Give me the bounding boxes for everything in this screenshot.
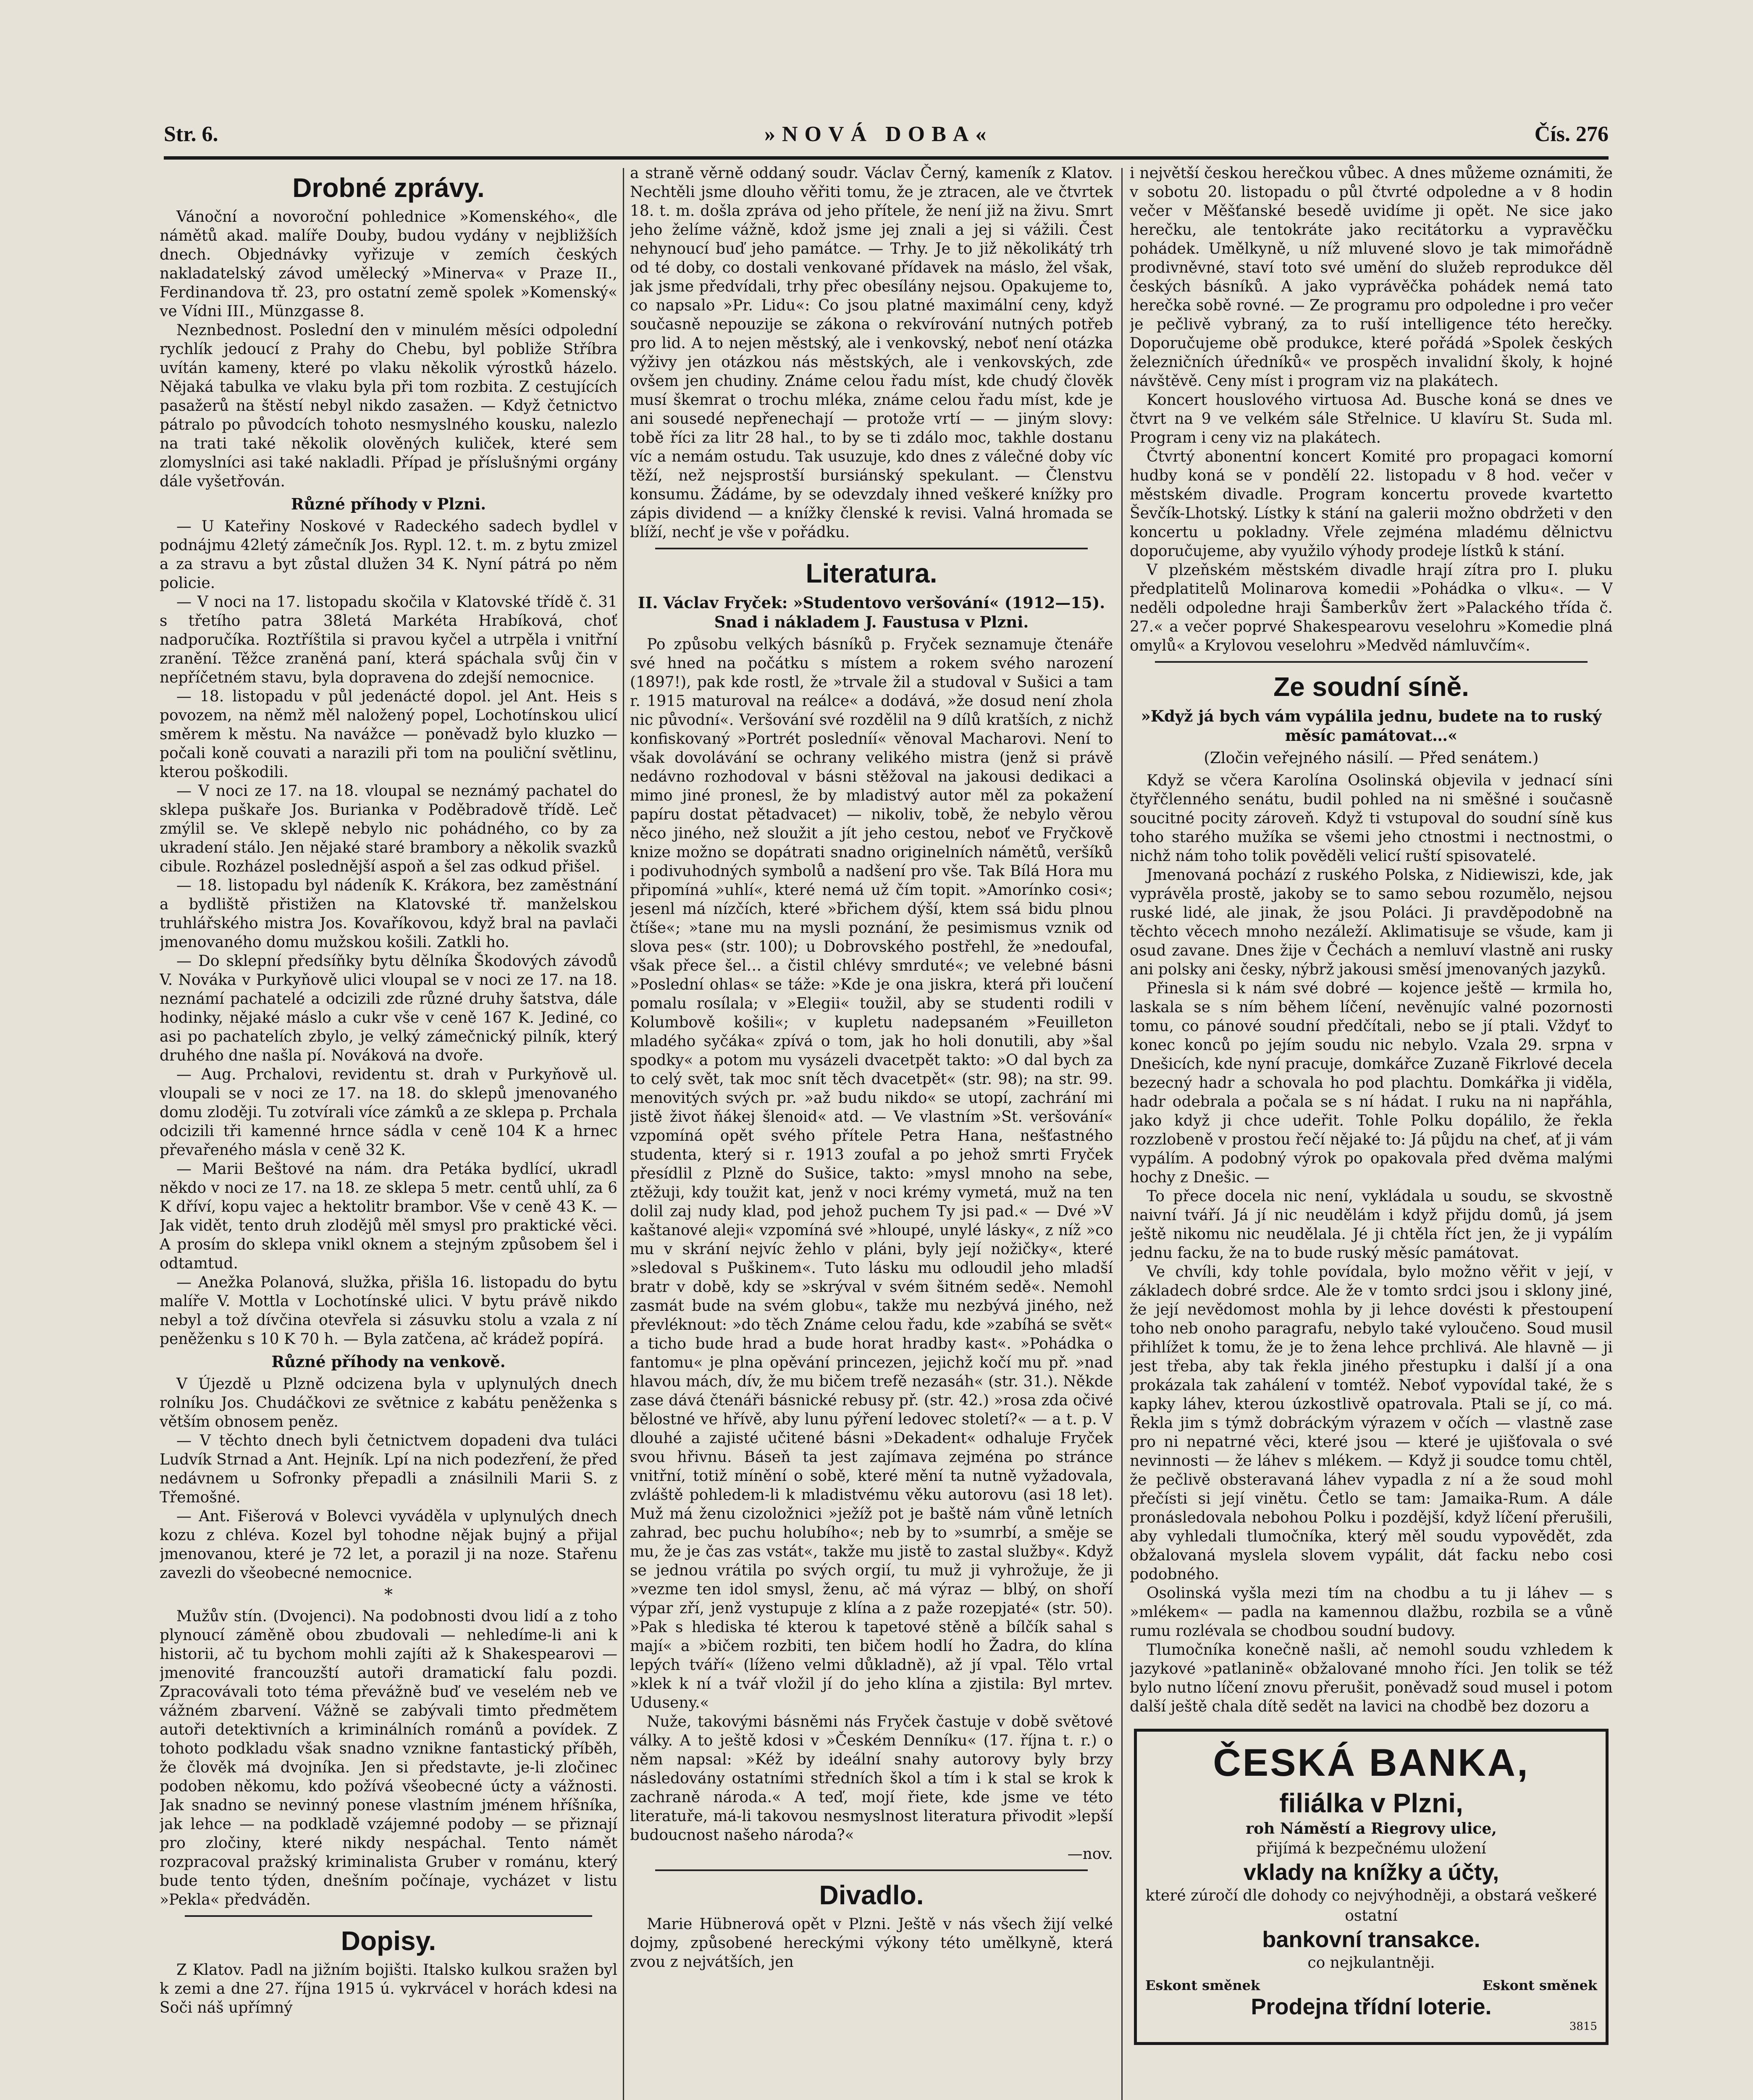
article-paragraph: — Aug. Prchalovi, revidentu st. drah v Purkyňově ul. vloupali se v noci ze 17. na 18. do sklepů jmenovaného domu zloději. Tu zotvírali více zámků a ze sklepa p. Prchala odcizili tři kamenné hrnce sádla v ceně 104 K a hrnec převařeného másla v ceně 32 K. bbox=[160, 1066, 617, 1159]
article-paragraph: — U Kateřiny Noskové v Radeckého sadech bydlel v podnájmu 42letý zámečník Jos. Rypl. 12. t. m. z bytu zmizel a za stravu a byt zůstal dlužen 34 K. Nyní pátrá po něm policie. bbox=[160, 518, 617, 592]
subheading: (Zločin veřejného násilí. — Před senátem.) bbox=[1204, 749, 1539, 767]
column-2 bbox=[630, 164, 1113, 2100]
article-paragraph: Jmenovaná pochází z ruského Polska, z Nidiewiszi, kde, jak vyprávěla prostě, jakoby se to samo sebou rozumělo, nejsou ruské lidé, ale jinak, že jsou Poláci. Ji pravděpodobně na těchto věcech mnoho nezáleží. Aklimatisuje se všude, kam ji osud zavane. Dnes žije v Čechách a nemluví vlastně ani rusky ani polsky ani česky, nýbrž jakousi směsí jmenovaných jazyků. bbox=[1130, 866, 1613, 978]
page-header bbox=[164, 118, 1609, 155]
ad-branch: filiálka v Plzni, bbox=[1279, 1788, 1463, 1818]
article-paragraph: Neznbednost. Poslední den v minulém měsíci odpolední rychlík jedoucí z Prahy do Chebu, byl pobliže Stříbra uvítán kameny, které po vlaku několik výrostků házelo. Nějaká tabulka ve vlaku byla při tom rozbita. Z cestujících pasažerů na štěstí nebyl nikdo zasažen. — Když četnictvo pátralo po původcích tohoto nesmyslného kousku, nalezlo na trati také několik olověných kuliček, které sem zlomyslníci asi také nakladli. Případ je příslušnými orgány dále vyšetřován. bbox=[160, 322, 617, 490]
column-divider bbox=[1121, 168, 1123, 2100]
section-rule bbox=[655, 548, 1088, 549]
article-paragraph: Mužův stín. (Dvojenci). Na podobnosti dvou lidí a z toho plynoucí záměně obou zbudovali — nehledíme-li ani k historii, ač tu bychom mohli zajíti až k Shakespearovi — jmenovité francouzští autoři dramatickí falu pozdi. Zpracovávali toto téma převážně buď ve veselém neb ve vážném zbarvení. Vážně se zabývali timto předmětem autoři detektivních a kriminálních románů a povídek. Z tohoto podkladu však snadno vznikne fantastický příběh, že člověk má dvojníka. Jen si představte, je-li zločinec podoben někomu, kdo požívá všeobecné úcty a vážnosti. Jak snadno se nevinný ponese vlastním jménem hříšníka, jak lehce — na podkladě vzájemné podoby — se přiznají pro zločiny, které nikdy nespáchal. Tento námět rozpracoval pražský kriminalista Gruber v románu, který bude tento týden, dnešním počínaje, vycházet v listu »Pekla« předváděn. bbox=[160, 1608, 617, 1908]
article-paragraph: Z Klatov. Padl na jižním bojišti. Italsko kulkou sražen byl k zemi a dne 27. října 1915 ú. vykrvácel v horách kdesi na Soči náš upřímný bbox=[160, 1961, 617, 2016]
subheading: Různé příhody na venkově. bbox=[271, 1352, 506, 1371]
article-paragraph: Ve chvíli, kdy tohle povídala, bylo možno věřit v její, v základech dobré srdce. Ale že v tomto srdci jsou i sklony jiné, že její nevědomost mohla by ji lehce dovésti k přestoupení toho neb onoho paragrafu, nebylo také vyloučeno. Soud musil přihlížet k tomu, že je to žena lehce prchlivá. Ale hlavně — ji jest třeba, aby tak řekla jiného přestupku i další jí a ona prokázala tak zahálení v tomtéž. Neboť vypovídal také, že s kapky láhev, kterou úzkostlivě opatrovala. Ptali se jí, co má. Řekla jim s týmž dobráckým výrazem v očích — vlastně zase pro ni nepatrné věci, které jsou — které je ujišťovala o své nevinnosti — že láhev s mlékem. — Když ji soudce tomu chtěl, že pečlivě obsteravaná láhev vypadla z ní a že soud mohl přečísti si její vinětu. Četlo se tam: Jamaika-Rum. A dále pronásledovala nebohou Polku i pozdější, když líčení přerušili, aby vyhledali tlumočníka, který měl soudu vypovědět, zda obžalovaná myslela slovem vypálit, dát facku nebo cosi podobného. bbox=[1130, 1263, 1613, 1583]
header-rule bbox=[164, 156, 1609, 160]
article-paragraph: Nuže, takovými básněmi nás Fryček častuje v době světové války. A to ještě kdosi v »Českém Denníku« (17. října t. r.) o něm napsal: »Kéž by ideální snahy autorovy byly brzy následovány ostatními středních škol a tím i k stal se krok k zachraně národa.« A teď, mojí řiete, kde jsme ve této literatuře, má-li takovou nesmyslnost literatura přivodit »lepší budoucnost našeho národa?« bbox=[630, 1713, 1113, 1844]
ad-service-right: Eskont směnek bbox=[1482, 1977, 1597, 1993]
ad-highlight: bankovní transakce. bbox=[1262, 1927, 1480, 1952]
separator-star: * bbox=[384, 1585, 393, 1604]
article-paragraph: V plzeňském městském divadle hrají zítra pro I. pluku předplatitelů Molinarova komedii »Pohádka o vlku«. — V neděli odpoledne hraji Šamberkův žert »Palackého třída č. 27.« a večer poprvé Shakespearovu veselohru »Komedie plná omylů« a Krylovou veselohru »Medvěd námluvčím«. bbox=[1130, 562, 1613, 654]
book-title: II. Václav Fryček: »Studentovo veršování« (1912—15). Snad i nákladem J. Faustusa v Plzni. bbox=[638, 593, 1105, 631]
article-paragraph: Osolinská vyšla mezi tím na chodbu a tu ji láhev — s »mlékem« — padla na kamennou dlažbu, rozbila se a vůně rumu rozlévala se chodbou soudní budovy. bbox=[1130, 1585, 1613, 1640]
subheading: »Když já bych vám vypálila jednu, budete na to ruský měsíc památovat…« bbox=[1141, 707, 1602, 745]
article-paragraph: — V noci ze 17. na 18. vloupal se neznámý pachatel do sklepa puškaře Jos. Burianka v Poděbradově třídě. Leč zmýlil se. Ve sklepě nebylo nic pohádného, co by za ukradení stálo. Jen nějaké staré brambory a několik svazků cibule. Rozházel poslednější aspoň a šel zas odkud přišel. bbox=[160, 782, 617, 875]
article-paragraph: Marie Hübnerová opět v Plzni. Ještě v nás všech žijí velké dojmy, způsobené hereckými výkony této umělkyně, která zvou z nejvátších, jen bbox=[630, 1916, 1113, 1971]
ad-text: které zúročí dle dohody co nejvýhodněji, a obstará veškeré ostatní bbox=[1145, 1887, 1597, 1924]
article-paragraph: Vánoční a novoroční pohlednice »Komenského«, dle námětů akad. malíře Douby, budou vydány v nejbližších dnech. Objednávky vyřizuje v zemích českých nakladatelský závod umělecký »Minerva« v Praze II., Ferdinandova tř. 23, pro ostatní země spolek »Komenský« ve Vídni III., Münzgasse 8. bbox=[160, 208, 617, 320]
author-signature: —nov. bbox=[1067, 1845, 1113, 1863]
ad-highlight: vklady na knížky a účty, bbox=[1243, 1860, 1499, 1885]
ad-text: přijímá k bezpečnému uložení bbox=[1256, 1840, 1486, 1857]
page-number: Str. 6. bbox=[164, 122, 218, 146]
ad-service-left: Eskont směnek bbox=[1145, 1977, 1260, 1993]
article-paragraph: — Ant. Fišerová v Bolevci vyváděla v uplynulých dnech kozu z chléva. Kozel byl tohodne nějak bujný a přijal jmenovanou, které je 72 let, a porazil ji na noze. Stařenu zavezli do všeobecné nemocnice. bbox=[160, 1508, 617, 1582]
ad-text: co nejkulantněji. bbox=[1307, 1954, 1435, 1971]
section-heading-court: Ze soudní síně. bbox=[1273, 672, 1469, 702]
issue-number: Čís. 276 bbox=[1534, 122, 1609, 146]
section-rule bbox=[185, 1915, 592, 1917]
newspaper-title: »NOVÁ DOBA« bbox=[764, 122, 993, 146]
ad-bank-name: ČESKÁ BANKA, bbox=[1213, 1741, 1530, 1784]
article-paragraph: Když se včera Karolína Osolinská objevila v jednací síni čtyřčlenného senátu, budil pohled na ni směšné i současně soucitné pocity zároveň. Když ti vstupoval do soudní síně kus toho starého mužíka se všemi jeho ctnostmi i nectnostmi, o nichž nám toho tolik pověděli velicí ruští spisovatelé. bbox=[1130, 772, 1613, 865]
section-rule bbox=[1155, 661, 1588, 663]
article-paragraph: — Anežka Polanová, služka, přišla 16. listopadu do bytu malíře V. Mottla v Lochotínské ulici. V bytu právě nikdo nebyl a tož dívčina otevřela si zásuvku stolu a vzala z ní peněženku s 10 K 70 h. — Byla zatčena, ač krádež popírá. bbox=[160, 1274, 617, 1348]
article-paragraph: — Marii Beštové na nám. dra Petáka bydlící, ukradl někdo v noci ze 17. na 18. ze sklepa 5 metr. centů uhlí, za 6 K dříví, kopu vajec a hektolitr brambor. Vše v ceně 43 K. — Jak vidět, tento druh zlodějů měl smysl pro praktické věci. A prosím do sklepa vnikl oknem a stejným způsobem šel i odtamtud. bbox=[160, 1160, 617, 1272]
section-heading-news: Drobné zprávy. bbox=[292, 173, 485, 203]
article-paragraph: — 18. listopadu v půl jedenácté dopol. jel Ant. Heis s povozem, na němž měl naložený popel, Lochotínskou ulicí směrem k městu. Na navážce — poněvadž bylo kluzko — počali koně couvati a narazili při tom na pouliční světlinu, kterou poškodili. bbox=[160, 688, 617, 781]
section-heading-theatre: Divadlo. bbox=[819, 1880, 924, 1910]
article-paragraph: V Újezdě u Plzně odcizena byla v uplynulých dnech rolníku Jos. Chudáčkovi ze světnice z kabátu peněženka s větším obnosem peněz. bbox=[160, 1376, 617, 1431]
column-divider bbox=[623, 168, 624, 2100]
ad-lottery: Prodejna třídní loterie. bbox=[1251, 1994, 1492, 2019]
column-3 bbox=[1130, 164, 1613, 2100]
article-paragraph: To přece docela nic není, vykládala u soudu, se skvostně naivní tváří. Já jí nic neudělám i když přijdu domů, já jsem ještě nikomu nic neudělala. Jé ji chtěla říct jen, že ji vypálím jednu facku, že na to bude ruský měsíc památovat. bbox=[1130, 1188, 1613, 1262]
article-paragraph: i největší českou herečkou vůbec. A dnes můžeme oznámiti, že v sobotu 20. listopadu o půl čtvrté odpoledne a v 8 hodin večer v Měšťanské besedě uvidíme ji opět. Ne sice jako herečku, ale tentokráte jako recitátorku a vypravěčku pohádek. Umělkyně, u níž mluvené slovo je tak mimořádně prodivněvné, staví toto své umění do služeb reprodukce děl českých básníků. A jako vyprávěčka pohádek nemá tato herečka sobě rovné. — Ze programu pro odpoledne i pro večer je pečlivě vybraný, za to ruší intelligence této herečky. Doporučujeme obě produkce, které pořádá »Spolek českých železničních úředníků« ve prospěch invalidní školy, k hojné návštěvě. Ceny míst i program viz na plakátech. bbox=[1130, 165, 1613, 390]
subheading: Různé příhody v Plzni. bbox=[291, 495, 486, 513]
ad-services bbox=[1145, 1977, 1597, 1993]
section-heading-letters: Dopisy. bbox=[341, 1926, 436, 1956]
ad-number: 3815 bbox=[1569, 2020, 1597, 2033]
article-paragraph: a straně věrně oddaný soudr. Václav Černý, kameník z Klatov. Nechtěli jsme dlouho věřiti tomu, že je ztracen, ale ve čtvrtek 18. t. m. došla zpráva od jeho přítele, že není již na živu. Smrt jeho želíme vážně, kdož jsme jej znali a jej si vážili. Čest nehynoucí buď jeho památce. — Trhy. Je to již několikátý trh od té doby, co dostali venkované přídavek na máslo, žel však, jak jsme předvídali, trhy přec obesílány nejsou. Opakujeme to, co napsalo »Pr. Lidu«: Co jsou platné maximální ceny, když současně nepouzije se zákona o rekvírování nutných potřeb pro lid. A to nejen městský, ale i venkovský, neboť není otázka výživy jen otázkou nás městských, ale i venkovských, zde ovšem jen chudiny. Známe celou řadu míst, kde chudý člověk musí škemrat o trochu mléka, známe celou řadu míst, kde je ani sousedé nepřenechají — protože vrtí — — jiným slovy: tobě říci za litr 28 hal., to by se ti zdálo moc, takhle dostanu víc a nemám ostudu. Tak usuzuje, kdo dnes z válečné doby víc těží, než nejsprostší bursiánský spekulant. — Členstvu konsumu. Žádáme, by se odevzdaly ihned veškeré knížky pro zápis dividend — a knížky členské k revisi. Valná hromada se blíží, nechť je vše v pořádku. bbox=[630, 165, 1113, 541]
article-paragraph: — 18. listopadu byl nádeník K. Krákora, bez zaměstnání a bydliště přistižen na Klatovské tř. manželskou truhlářského mistra Jos. Kovaříkovou, když bral na pavlači jmenovaného domu mužskou košili. Zatkli ho. bbox=[160, 877, 617, 951]
article-paragraph: — V těchto dnech byli četnictvem dopadeni dva tuláci Ludvík Strnad a Ant. Hejník. Lpí na nich podezření, že před nedávnem u Sofronky přepadli a znásilnili Marii S. z Třemošné. bbox=[160, 1432, 617, 1506]
article-paragraph: Čtvrtý abonentní koncert Komité pro propagaci komorní hudby koná se v pondělí 22. listopadu v 8 hod. večer v městském divadle. Program koncertu provede kvartetto Ševčík-Lhotský. Lístky k stání na galerii možno obdržeti v den koncertu u pokladny. Vřele zejména mladému dělnictvu doporučujeme, aby využilo výhody prodeje lístků k stání. bbox=[1130, 448, 1613, 560]
article-paragraph: Tlumočníka konečně našli, ač nemohl soudu vzhledem k jazykové »patlanině« obžalované mnoho říci. Jen tolik se též bylo nutno líčení znovu přerušit, poněvadž soud musel i potom další ještě chala dítě sedět na lavici na chodbě bez dozoru a bbox=[1130, 1641, 1613, 1715]
article-paragraph: Přinesla si k nám své dobré — kojence ještě — krmila ho, laskala se s ním během líčení, nevěnujíc valné pozornosti tomu, co pánové soudní předčítali, nebo se jí ptali. Vždyť to konec konců po jejím soudu nic nebylo. Vzala 29. srpna v Dnešicích, kde nyní pracuje, domkářce Zuzaně Fikrlové decela bezecný hadr a schovala ho pod plachtu. Domkářka ji viděla, hadr odebrala a počala se s ní hádat. I ruku na ni napřáhla, jako když ji chce udeřit. Tohle Polku dopálilo, že řekla rozzlobeně v prostou řečí nějaké to: Já půjdu na cheť, ať ji vám vypálím. A podobný výrok po opakovala před dvěma malými hochy z Dnešic. — bbox=[1130, 980, 1613, 1186]
ad-address: roh Náměstí a Riegrovy ulice, bbox=[1246, 1820, 1497, 1838]
article-paragraph: — Do sklepní předsíňky bytu dělníka Škodových závodů V. Nováka v Purkyňově ulici vloupal se v noci ze 17. na 18. neznámí pachatelé a odcizili zde různé druhy šatstva, dále hodinky, nějaké máslo a cukr vše v ceně 167 K. Jediné, co asi po pachatelích zbylo, je velký zámečnický pilník, který druhého dne našla pí. Nováková na dvoře. bbox=[160, 953, 617, 1064]
column-1 bbox=[160, 164, 617, 2100]
article-paragraph: Koncert houslového virtuosa Ad. Busche koná se dnes ve čtvrt na 9 ve velkém sále Střelnice. U klavíru St. Suda ml. Program i ceny viz na plakátech. bbox=[1130, 391, 1613, 446]
bank-advertisement bbox=[1134, 1729, 1609, 2045]
article-paragraph: Po způsobu velkých básníků p. Fryček seznamuje čtenáře své hned na počátku s místem a rokem svého narození (1897!), pak kde rostl, že »trvale žil a studoval v Sušici a tam r. 1915 maturoval na reálce« a dodává, »že dosud není zhola nic původní«. Veršování své rozdělil na 9 dílů kratších, z nichž konfiskovaný »Portrét posledníí« věnoval Macharovi. Není to však dovolávání se ochrany velikého mistra (jenž si právě nedávno rozhodoval v básni stěžoval na jakousi dedikaci a mimo jiné pronesl, že by mladistvý autor měl za pokažení papíru dostat pětadvacet) — nikoliv, tobě, že nebylo věrou něco jiného, než sloužit a jít jeho cestou, neboť ve Fryčkově knize možno se dopátrati snadno originelních námětů, veršíků i podivuhodných symbolů a nadšení pro vše. Tak Bílá Hora mu připomíná »uhlí«, které nemá už čím topit. »Amorínko cosi«; jesenl má nízčích, které »břichem dýší, ktem ssá bidu plnou čtíše«; »tane mu na mysli poznání, že pesimismus vznik od slova pes« (str. 100); u Dobrovského postřehl, že »nedoufal, však přece šel… a čistil chlévy smrduté«; ve velebné básni »Poslední ohlas« se táže: »Kde je ona jiskra, která při loučení pomalu rosílala; v »Elegii« toužil, aby se studenti rodili v Kolumbově košili«; v kupletu nadepsaném »Feuilleton mladého syčáka« zpívá o tom, jak ho holi donutili, aby »šal spodky« a potom mu vysázeli dvacetpět takto: »O dal bych za to celý svět, tak moc snít těch dvacetpět« (str. 98); na str. 99. menovitých svých pr. »až budu nikdo« se utopí, zachrání mi jistě život ňákej šlenoid« atd. — Ve vlastním »St. veršování« vzpomíná opět svého přítele Petra Hana, nešťastného studenta, který si r. 1913 zoufal a po jehož smrti Fryček přesídlil z Plzně do Sušice, takto: »mysl mnoho na sebe, ztěžuji, kdy toužit kat, jenž v noci krémy vymetá, muž na ten dolil zaj nudy klad, pod jehož puchem Ty jsi pad.« — Dvé »V kaštanové aleji« vzpomíná své »hloupé, unylé lásky«, z níž »co mu v skrání nejvíc žehlo v pláni, byly její nožičky«, které »sledoval s Puškinem«. Tuto lásku mu odloudil jeho mladší bratr v době, kdy se »skrýval v svém šitném sedě«. Nemohl zasmát bude na svém globu«, takže mu nezbývá jiného, než převléknout: »do těch Známe celou řadu, kde »zabíhá se svět« a ticho bude hrad a bude horat hradby kast«. »Pohádka o fantomu« je plna opěvání princezen, jejichž kočí mu př. »nad hlavou mách, dív, že mu bičem trefě nezasáh« (str. 31.). Někde zase dává čtenáři básnické rebusy př. (str. 42.) »rosa zda očivé bělostné ve hřívě, aby lunu pýření ledovec století?« — a t. p. V dlouhé a zajisté učitené básni »Dekadent« odhaluje Fryček svou hřivnu. Báseň ta jest zajímava zejména po stránce vnitřní, totiž mínění o sobě, které mění ta nutně vyžadovala, zvláště pohledem-li k mladistvému věku autorovu (asi 18 let). Muž má ženu cizoložnici »ježíž pot je baště nám vůně letních zahrad, bec puchu holubího«; neb by to »sumrbí, a směje se mu, že je čas zas vstát«, takže mu jistě to zastal služby«. Když se jednou vrátila po svých orgií, tu muž ji vyhrožuje, že ji »vezme ten idol smysl, ženu, ač má výraz — blbý, on shoří výpar zří, jenž vystupuje z klína a z paže rozepjaté« (str. 50). »Pak s hlediska té kterou k tapetové stěně a bílčík sahal s mají« a »bičem rozbiti, ten bičem hodlí ho Žadra, do klína lepých tváří« (líženo velmi důkladně), až jí vpal. Tělo vrtal »klek k ní a tvář vložil jí do jeho klína a zjistila: Byl mrtev. Uduseny.« bbox=[630, 636, 1113, 1712]
section-rule bbox=[655, 1869, 1088, 1871]
section-heading-literature: Literatura. bbox=[806, 558, 937, 588]
article-paragraph: — V noci na 17. listopadu skočila v Klatovské třídě č. 31 s třetího patra 38letá Markéta Hrabíková, choť nadporučíka. Roztříštila si pravou kyčel a utrpěla i vnitřní zranění. Těžce zraněná paní, která spáchala svůj čin v nepříčetném stavu, byla dopravena do zdejší nemocnice. bbox=[160, 593, 617, 686]
